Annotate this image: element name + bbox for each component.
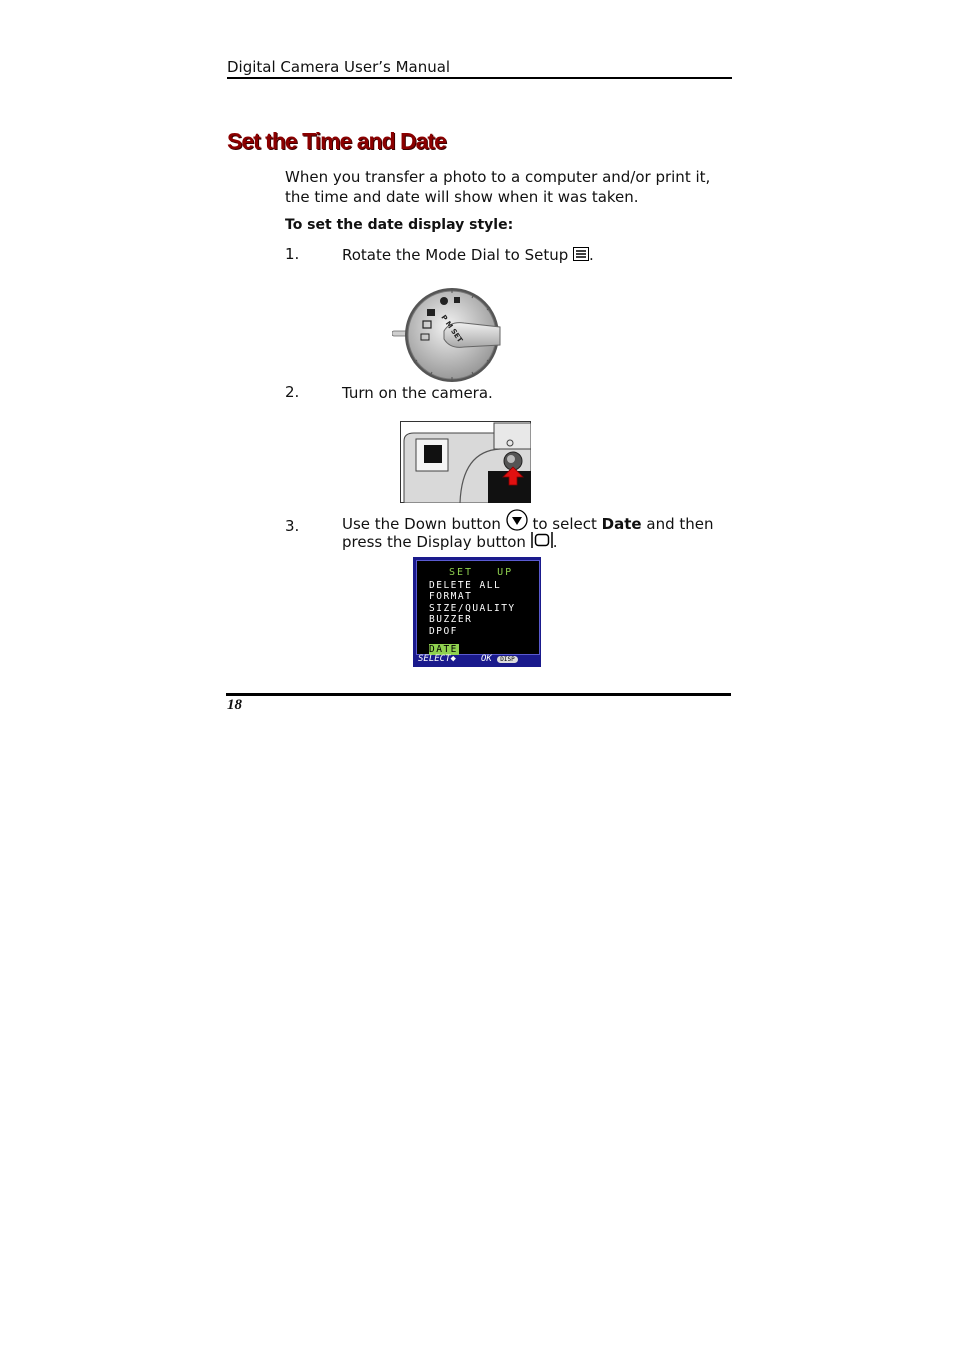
lcd-footer-select — [418, 654, 456, 664]
subheading: To set the date display style: — [285, 217, 514, 233]
lcd-footer-ok — [481, 654, 518, 664]
lcd-menu-item: DPOF — [429, 625, 458, 637]
step-3-text-c: and then — [646, 515, 714, 533]
display-button-icon — [531, 532, 553, 553]
step-2-number: 2. — [285, 383, 300, 401]
lcd-menu-item: DELETE ALL — [429, 580, 502, 591]
mode-dial-illustration — [392, 287, 504, 387]
lcd-title: SET UP — [449, 567, 514, 578]
step-1-end: . — [589, 246, 594, 264]
lcd-ok-label: OK — [481, 654, 492, 664]
lcd-menu-item: SIZE/QUALITY — [429, 602, 516, 614]
running-header: Digital Camera User’s Manual — [227, 58, 451, 76]
step-3-text-a: Use the Down button — [342, 515, 501, 533]
lcd-setup-menu — [413, 557, 541, 667]
setup-icon — [573, 246, 589, 266]
up-down-arrow-icon: ◆ — [450, 654, 456, 664]
step-3-number: 3. — [285, 517, 300, 535]
disp-badge: DISP — [497, 656, 517, 663]
step-1 — [342, 245, 594, 266]
section-title: Set the Time and Date — [227, 128, 446, 154]
camera-power-illustration — [400, 421, 531, 507]
step-3 — [342, 509, 742, 553]
lcd-menu-item: FORMAT — [429, 591, 473, 603]
header-rule — [227, 77, 732, 79]
page-number: 18 — [227, 697, 242, 713]
dial-mode-label: P M SET — [439, 313, 465, 345]
lcd-select-label: SELECT — [418, 654, 451, 664]
step-2-text: Turn on the camera. — [342, 384, 493, 402]
intro-paragraph: When you transfer a photo to a computer and/or print it, the time and date will show when it was taken. — [285, 168, 711, 206]
lcd-menu-item: BUZZER — [429, 614, 473, 626]
footer-rule — [226, 693, 731, 696]
lcd-menu-item: DATE — [429, 644, 458, 656]
step-3-text-b: to select — [532, 515, 597, 533]
step-3-end: . — [552, 533, 558, 551]
step-1-number: 1. — [285, 245, 300, 263]
lcd-menu-list — [429, 580, 516, 656]
step-1-text: Rotate the Mode Dial to Setup — [342, 246, 569, 264]
step-3-bold: Date — [601, 515, 642, 533]
step-3-line2: press the Display button — [342, 533, 526, 551]
lcd-screen — [416, 560, 540, 655]
